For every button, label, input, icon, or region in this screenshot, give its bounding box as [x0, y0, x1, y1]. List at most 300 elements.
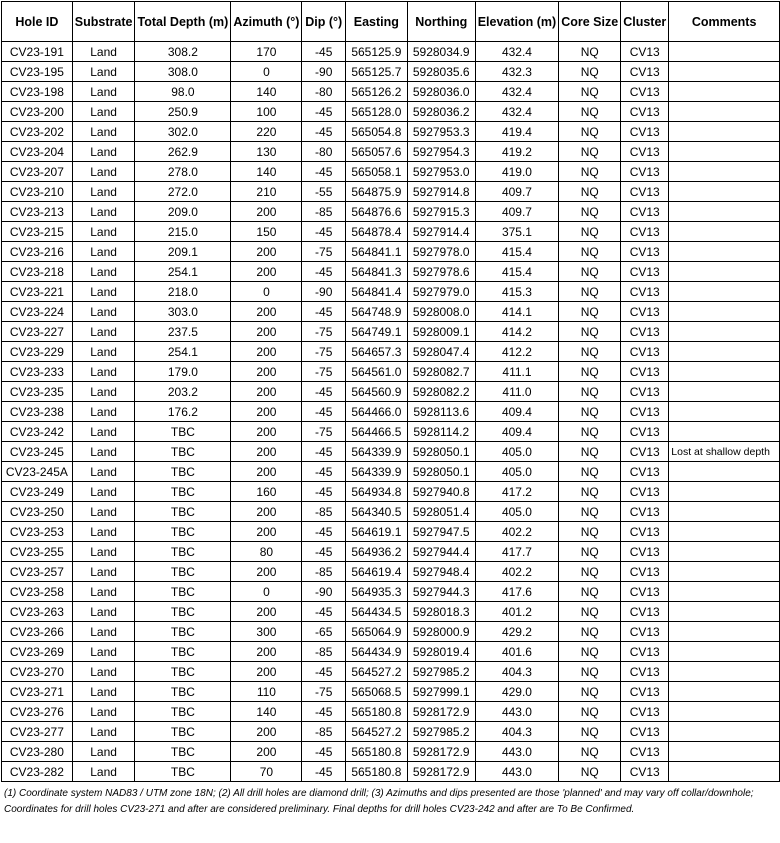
core-size-cell: NQ	[559, 662, 621, 682]
core-size-cell: NQ	[559, 382, 621, 402]
hole-id-cell: CV23-280	[2, 742, 73, 762]
cluster-cell: CV13	[621, 442, 669, 462]
northing-cell: 5928036.0	[407, 82, 475, 102]
dip-cell: -45	[302, 102, 345, 122]
dip-cell: -45	[302, 602, 345, 622]
hole-id-cell: CV23-242	[2, 422, 73, 442]
hole-id-cell: CV23-218	[2, 262, 73, 282]
northing-cell: 5927953.3	[407, 122, 475, 142]
comments-cell	[669, 622, 780, 642]
table-row	[2, 362, 780, 382]
substrate-cell: Land	[72, 622, 135, 642]
cluster-cell: CV13	[621, 662, 669, 682]
hole-id-cell: CV23-216	[2, 242, 73, 262]
azimuth-cell: 160	[231, 482, 302, 502]
northing-cell: 5927953.0	[407, 162, 475, 182]
easting-cell: 564934.8	[345, 482, 407, 502]
core-size-cell: NQ	[559, 282, 621, 302]
total-depth-cell: TBC	[135, 722, 231, 742]
cluster-cell: CV13	[621, 222, 669, 242]
elevation-cell: 409.4	[475, 402, 559, 422]
table-row	[2, 622, 780, 642]
table-row	[2, 422, 780, 442]
hole-id-cell: CV23-276	[2, 702, 73, 722]
total-depth-cell: TBC	[135, 662, 231, 682]
core-size-cell: NQ	[559, 522, 621, 542]
dip-cell: -90	[302, 582, 345, 602]
easting-cell: 565064.9	[345, 622, 407, 642]
substrate-cell: Land	[72, 62, 135, 82]
total-depth-cell: TBC	[135, 582, 231, 602]
azimuth-cell: 110	[231, 682, 302, 702]
easting-cell: 564434.5	[345, 602, 407, 622]
azimuth-cell: 0	[231, 582, 302, 602]
hole-id-cell: CV23-282	[2, 762, 73, 782]
hole-id-cell: CV23-233	[2, 362, 73, 382]
cluster-cell: CV13	[621, 182, 669, 202]
cluster-cell: CV13	[621, 82, 669, 102]
northing-cell: 5928051.4	[407, 502, 475, 522]
cluster-cell: CV13	[621, 362, 669, 382]
hole-id-cell: CV23-215	[2, 222, 73, 242]
total-depth-cell: 203.2	[135, 382, 231, 402]
easting-cell: 564841.1	[345, 242, 407, 262]
core-size-cell: NQ	[559, 622, 621, 642]
substrate-cell: Land	[72, 462, 135, 482]
azimuth-cell: 300	[231, 622, 302, 642]
northing-cell: 5928047.4	[407, 342, 475, 362]
dip-cell: -90	[302, 62, 345, 82]
core-size-cell: NQ	[559, 602, 621, 622]
easting-cell: 565180.8	[345, 762, 407, 782]
azimuth-cell: 140	[231, 702, 302, 722]
dip-cell: -45	[302, 742, 345, 762]
table-row	[2, 42, 780, 62]
comments-cell	[669, 602, 780, 622]
comments-cell	[669, 182, 780, 202]
azimuth-cell: 200	[231, 322, 302, 342]
easting-header: Easting	[345, 2, 407, 42]
azimuth-cell: 140	[231, 82, 302, 102]
cluster-cell: CV13	[621, 602, 669, 622]
total-depth-cell: 262.9	[135, 142, 231, 162]
core-size-cell: NQ	[559, 182, 621, 202]
easting-cell: 564527.2	[345, 662, 407, 682]
elevation-cell: 402.2	[475, 522, 559, 542]
core-size-cell: NQ	[559, 762, 621, 782]
substrate-cell: Land	[72, 202, 135, 222]
easting-cell: 564466.0	[345, 402, 407, 422]
dip-cell: -45	[302, 262, 345, 282]
table-row	[2, 282, 780, 302]
total-depth-cell: 176.2	[135, 402, 231, 422]
azimuth-cell: 0	[231, 62, 302, 82]
substrate-cell: Land	[72, 602, 135, 622]
total-depth-cell: TBC	[135, 502, 231, 522]
hole-id-cell: CV23-200	[2, 102, 73, 122]
substrate-cell: Land	[72, 502, 135, 522]
core-size-cell: NQ	[559, 242, 621, 262]
cluster-cell: CV13	[621, 282, 669, 302]
dip-cell: -85	[302, 202, 345, 222]
dip-cell: -85	[302, 722, 345, 742]
easting-cell: 564936.2	[345, 542, 407, 562]
northing-cell: 5927999.1	[407, 682, 475, 702]
hole-id-cell: CV23-245	[2, 442, 73, 462]
cluster-cell: CV13	[621, 482, 669, 502]
azimuth-cell: 80	[231, 542, 302, 562]
comments-header: Comments	[669, 2, 780, 42]
hole-id-cell: CV23-271	[2, 682, 73, 702]
elevation-cell: 405.0	[475, 462, 559, 482]
cluster-cell: CV13	[621, 722, 669, 742]
elevation-cell: 412.2	[475, 342, 559, 362]
northing-cell: 5928172.9	[407, 742, 475, 762]
core-size-cell: NQ	[559, 102, 621, 122]
azimuth-cell: 150	[231, 222, 302, 242]
table-row	[2, 642, 780, 662]
dip-cell: -85	[302, 502, 345, 522]
azimuth-cell: 170	[231, 42, 302, 62]
substrate-cell: Land	[72, 662, 135, 682]
substrate-cell: Land	[72, 582, 135, 602]
dip-cell: -45	[302, 42, 345, 62]
hole-id-cell: CV23-263	[2, 602, 73, 622]
azimuth-cell: 200	[231, 642, 302, 662]
cluster-cell: CV13	[621, 702, 669, 722]
dip-cell: -45	[302, 122, 345, 142]
comments-cell	[669, 42, 780, 62]
northing-cell: 5928050.1	[407, 442, 475, 462]
dip-cell: -65	[302, 622, 345, 642]
core-size-cell: NQ	[559, 142, 621, 162]
substrate-cell: Land	[72, 482, 135, 502]
northing-cell: 5927948.4	[407, 562, 475, 582]
hole-id-cell: CV23-221	[2, 282, 73, 302]
cluster-cell: CV13	[621, 102, 669, 122]
comments-cell	[669, 82, 780, 102]
total-depth-cell: TBC	[135, 462, 231, 482]
easting-cell: 565057.6	[345, 142, 407, 162]
dip-cell: -45	[302, 462, 345, 482]
easting-cell: 564619.4	[345, 562, 407, 582]
comments-cell	[669, 702, 780, 722]
azimuth-cell: 200	[231, 362, 302, 382]
northing-cell: 5928113.6	[407, 402, 475, 422]
elevation-cell: 429.0	[475, 682, 559, 702]
core-size-cell: NQ	[559, 462, 621, 482]
substrate-cell: Land	[72, 82, 135, 102]
core-size-cell: NQ	[559, 422, 621, 442]
comments-cell	[669, 582, 780, 602]
total-depth-cell: TBC	[135, 642, 231, 662]
hole-id-cell: CV23-269	[2, 642, 73, 662]
easting-cell: 564657.3	[345, 342, 407, 362]
core-size-cell: NQ	[559, 562, 621, 582]
northing-cell: 5928082.2	[407, 382, 475, 402]
northing-cell: 5927940.8	[407, 482, 475, 502]
table-row	[2, 762, 780, 782]
total-depth-cell: 302.0	[135, 122, 231, 142]
northing-cell: 5928000.9	[407, 622, 475, 642]
northing-cell: 5928009.1	[407, 322, 475, 342]
dip-cell: -45	[302, 522, 345, 542]
northing-cell: 5927979.0	[407, 282, 475, 302]
dip-cell: -80	[302, 142, 345, 162]
elevation-cell: 415.4	[475, 242, 559, 262]
elevation-cell: 404.3	[475, 722, 559, 742]
total-depth-cell: 179.0	[135, 362, 231, 382]
total-depth-cell: 303.0	[135, 302, 231, 322]
cluster-cell: CV13	[621, 742, 669, 762]
comments-cell	[669, 62, 780, 82]
easting-cell: 565125.7	[345, 62, 407, 82]
hole-id-cell: CV23-202	[2, 122, 73, 142]
dip-cell: -45	[302, 702, 345, 722]
elevation-cell: 443.0	[475, 702, 559, 722]
core-size-cell: NQ	[559, 642, 621, 662]
easting-cell: 565125.9	[345, 42, 407, 62]
substrate-cell: Land	[72, 342, 135, 362]
easting-cell: 564434.9	[345, 642, 407, 662]
substrate-cell: Land	[72, 422, 135, 442]
hole-id-cell: CV23-249	[2, 482, 73, 502]
azimuth-cell: 130	[231, 142, 302, 162]
cluster-cell: CV13	[621, 522, 669, 542]
hole-id-cell: CV23-277	[2, 722, 73, 742]
elevation-cell: 419.2	[475, 142, 559, 162]
total-depth-header: Total Depth (m)	[135, 2, 231, 42]
elevation-header: Elevation (m)	[475, 2, 559, 42]
easting-cell: 564841.3	[345, 262, 407, 282]
azimuth-cell: 200	[231, 202, 302, 222]
azimuth-cell: 200	[231, 422, 302, 442]
azimuth-cell: 200	[231, 602, 302, 622]
dip-cell: -75	[302, 422, 345, 442]
table-row	[2, 562, 780, 582]
comments-cell	[669, 282, 780, 302]
cluster-cell: CV13	[621, 122, 669, 142]
substrate-cell: Land	[72, 242, 135, 262]
cluster-cell: CV13	[621, 42, 669, 62]
northing-cell: 5928172.9	[407, 702, 475, 722]
table-row	[2, 502, 780, 522]
table-row	[2, 602, 780, 622]
total-depth-cell: 215.0	[135, 222, 231, 242]
northing-cell: 5927915.3	[407, 202, 475, 222]
comments-cell	[669, 322, 780, 342]
table-row	[2, 742, 780, 762]
core-size-header: Core Size	[559, 2, 621, 42]
total-depth-cell: 237.5	[135, 322, 231, 342]
northing-cell: 5928050.1	[407, 462, 475, 482]
azimuth-cell: 200	[231, 722, 302, 742]
dip-cell: -45	[302, 402, 345, 422]
azimuth-cell: 200	[231, 382, 302, 402]
elevation-cell: 409.7	[475, 182, 559, 202]
elevation-cell: 401.2	[475, 602, 559, 622]
elevation-cell: 409.4	[475, 422, 559, 442]
cluster-cell: CV13	[621, 682, 669, 702]
cluster-cell: CV13	[621, 142, 669, 162]
dip-cell: -85	[302, 642, 345, 662]
azimuth-cell: 200	[231, 262, 302, 282]
substrate-cell: Land	[72, 42, 135, 62]
azimuth-cell: 200	[231, 462, 302, 482]
cluster-cell: CV13	[621, 502, 669, 522]
dip-cell: -75	[302, 362, 345, 382]
substrate-cell: Land	[72, 642, 135, 662]
substrate-cell: Land	[72, 142, 135, 162]
substrate-cell: Land	[72, 102, 135, 122]
total-depth-cell: TBC	[135, 562, 231, 582]
table-row	[2, 342, 780, 362]
comments-cell	[669, 682, 780, 702]
hole-id-cell: CV23-229	[2, 342, 73, 362]
azimuth-cell: 200	[231, 302, 302, 322]
table-row	[2, 302, 780, 322]
core-size-cell: NQ	[559, 402, 621, 422]
easting-cell: 564748.9	[345, 302, 407, 322]
core-size-cell: NQ	[559, 122, 621, 142]
easting-cell: 564749.1	[345, 322, 407, 342]
dip-cell: -45	[302, 482, 345, 502]
cluster-cell: CV13	[621, 582, 669, 602]
table-row	[2, 82, 780, 102]
dip-cell: -80	[302, 82, 345, 102]
dip-cell: -75	[302, 342, 345, 362]
hole-id-cell: CV23-270	[2, 662, 73, 682]
azimuth-cell: 100	[231, 102, 302, 122]
elevation-cell: 432.3	[475, 62, 559, 82]
table-row	[2, 522, 780, 542]
comments-cell	[669, 762, 780, 782]
easting-cell: 564527.2	[345, 722, 407, 742]
elevation-cell: 417.2	[475, 482, 559, 502]
northing-cell: 5928008.0	[407, 302, 475, 322]
northing-cell: 5928172.9	[407, 762, 475, 782]
dip-cell: -85	[302, 562, 345, 582]
elevation-cell: 414.1	[475, 302, 559, 322]
dip-cell: -45	[302, 662, 345, 682]
total-depth-cell: TBC	[135, 622, 231, 642]
easting-cell: 564339.9	[345, 462, 407, 482]
dip-cell: -75	[302, 322, 345, 342]
easting-cell: 564560.9	[345, 382, 407, 402]
northing-cell: 5927985.2	[407, 662, 475, 682]
cluster-cell: CV13	[621, 382, 669, 402]
elevation-cell: 432.4	[475, 82, 559, 102]
northing-cell: 5928019.4	[407, 642, 475, 662]
hole-id-cell: CV23-210	[2, 182, 73, 202]
dip-cell: -55	[302, 182, 345, 202]
substrate-cell: Land	[72, 702, 135, 722]
dip-header: Dip (°)	[302, 2, 345, 42]
cluster-cell: CV13	[621, 542, 669, 562]
cluster-cell: CV13	[621, 342, 669, 362]
total-depth-cell: 308.2	[135, 42, 231, 62]
elevation-cell: 419.0	[475, 162, 559, 182]
cluster-cell: CV13	[621, 622, 669, 642]
substrate-header: Substrate	[72, 2, 135, 42]
substrate-cell: Land	[72, 682, 135, 702]
easting-cell: 565126.2	[345, 82, 407, 102]
substrate-cell: Land	[72, 122, 135, 142]
elevation-cell: 429.2	[475, 622, 559, 642]
hole-id-cell: CV23-253	[2, 522, 73, 542]
azimuth-cell: 220	[231, 122, 302, 142]
core-size-cell: NQ	[559, 62, 621, 82]
easting-cell: 565068.5	[345, 682, 407, 702]
elevation-cell: 411.0	[475, 382, 559, 402]
northing-cell: 5927944.4	[407, 542, 475, 562]
azimuth-cell: 200	[231, 402, 302, 422]
substrate-cell: Land	[72, 382, 135, 402]
table-header-row	[2, 2, 780, 42]
comments-cell	[669, 342, 780, 362]
total-depth-cell: TBC	[135, 422, 231, 442]
table-row	[2, 662, 780, 682]
total-depth-cell: TBC	[135, 682, 231, 702]
dip-cell: -45	[302, 762, 345, 782]
core-size-cell: NQ	[559, 262, 621, 282]
total-depth-cell: 209.1	[135, 242, 231, 262]
hole-id-cell: CV23-258	[2, 582, 73, 602]
easting-cell: 564340.5	[345, 502, 407, 522]
comments-cell	[669, 162, 780, 182]
cluster-cell: CV13	[621, 762, 669, 782]
core-size-cell: NQ	[559, 302, 621, 322]
comments-cell	[669, 142, 780, 162]
core-size-cell: NQ	[559, 682, 621, 702]
total-depth-cell: 254.1	[135, 262, 231, 282]
elevation-cell: 443.0	[475, 742, 559, 762]
comments-cell	[669, 562, 780, 582]
cluster-cell: CV13	[621, 642, 669, 662]
comments-cell	[669, 742, 780, 762]
substrate-cell: Land	[72, 762, 135, 782]
elevation-cell: 419.4	[475, 122, 559, 142]
elevation-cell: 417.7	[475, 542, 559, 562]
comments-cell	[669, 522, 780, 542]
easting-cell: 564935.3	[345, 582, 407, 602]
northing-cell: 5928018.3	[407, 602, 475, 622]
comments-cell	[669, 642, 780, 662]
elevation-cell: 409.7	[475, 202, 559, 222]
easting-cell: 564878.4	[345, 222, 407, 242]
easting-cell: 565058.1	[345, 162, 407, 182]
table-row	[2, 542, 780, 562]
cluster-cell: CV13	[621, 202, 669, 222]
table-row	[2, 382, 780, 402]
cluster-cell: CV13	[621, 562, 669, 582]
total-depth-cell: 308.0	[135, 62, 231, 82]
cluster-cell: CV13	[621, 462, 669, 482]
core-size-cell: NQ	[559, 162, 621, 182]
hole-id-cell: CV23-238	[2, 402, 73, 422]
substrate-cell: Land	[72, 562, 135, 582]
dip-cell: -45	[302, 162, 345, 182]
easting-cell: 565180.8	[345, 702, 407, 722]
core-size-cell: NQ	[559, 742, 621, 762]
comments-cell: Lost at shallow depth	[669, 442, 780, 462]
easting-cell: 564619.1	[345, 522, 407, 542]
elevation-cell: 375.1	[475, 222, 559, 242]
cluster-cell: CV13	[621, 322, 669, 342]
northing-cell: 5927978.6	[407, 262, 475, 282]
substrate-cell: Land	[72, 182, 135, 202]
northing-header: Northing	[407, 2, 475, 42]
